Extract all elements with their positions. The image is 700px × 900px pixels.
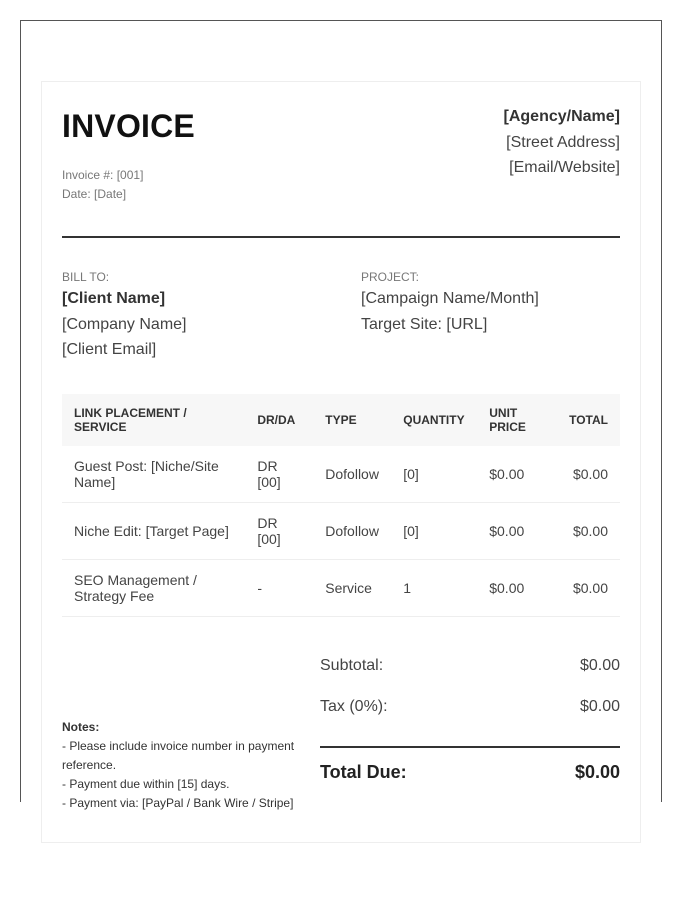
tax-value: $0.00 xyxy=(579,698,620,715)
invoice-date-label: Date: xyxy=(62,187,91,201)
cell-total: $0.00 xyxy=(557,446,620,503)
total-due-value: $0.00 xyxy=(574,762,620,782)
cell-dr-da: DR [00] xyxy=(245,503,313,560)
invoice-sheet xyxy=(41,81,641,843)
cell-dr-da: - xyxy=(245,560,313,617)
invoice-title: INVOICE xyxy=(62,108,195,144)
notes-line: - Payment via: [PayPal / Bank Wire / Stripe] xyxy=(62,796,294,810)
table-row xyxy=(62,560,620,617)
invoice-date-line xyxy=(62,185,143,204)
project-label: PROJECT: xyxy=(361,270,420,284)
tax-row xyxy=(320,697,620,738)
table-header-row xyxy=(62,394,620,446)
line-items-table xyxy=(62,394,620,617)
project-target-site: Target Site: [URL] xyxy=(361,315,488,333)
cell-service: SEO Management / Strategy Fee xyxy=(62,560,245,617)
agency-contact: [Email/Website] xyxy=(509,159,620,176)
header-unit-price: UNIT PRICE xyxy=(477,394,557,446)
project-campaign: [Campaign Name/Month] xyxy=(361,290,539,307)
invoice-date-value: [Date] xyxy=(94,187,127,201)
header-quantity: QUANTITY xyxy=(391,394,477,446)
cell-dr-da: DR [00] xyxy=(245,446,313,503)
subtotal-value: $0.00 xyxy=(579,657,620,674)
total-due-row xyxy=(320,746,620,788)
invoice-number-line xyxy=(62,166,143,185)
client-name: [Client Name] xyxy=(62,290,166,307)
bill-to-block xyxy=(62,270,187,363)
subtotal-row xyxy=(320,656,620,697)
invoice-number-label: Invoice #: xyxy=(62,168,114,182)
table-row xyxy=(62,503,620,560)
client-company: [Company Name] xyxy=(62,315,187,333)
notes-title: Notes: xyxy=(62,720,100,734)
invoice-meta xyxy=(62,166,143,204)
cell-unit-price: $0.00 xyxy=(477,503,557,560)
total-due-label: Total Due: xyxy=(320,762,407,782)
cell-service: Guest Post: [Niche/Site Name] xyxy=(62,446,245,503)
agency-name: [Agency/Name] xyxy=(503,108,620,125)
cell-total: $0.00 xyxy=(557,560,620,617)
notes-block xyxy=(62,718,302,813)
header-divider xyxy=(62,236,620,238)
cell-unit-price: $0.00 xyxy=(477,560,557,617)
cell-unit-price: $0.00 xyxy=(477,446,557,503)
header-service: LINK PLACEMENT / SERVICE xyxy=(62,394,245,446)
notes-line: - Payment due within [15] days. xyxy=(62,777,230,791)
cell-service: Niche Edit: [Target Page] xyxy=(62,503,245,560)
header-type: TYPE xyxy=(313,394,391,446)
totals-block xyxy=(320,656,620,788)
project-block xyxy=(361,270,539,337)
invoice-number-value: [001] xyxy=(116,168,144,182)
cell-type: Service xyxy=(313,560,391,617)
cell-quantity: [0] xyxy=(391,503,477,560)
notes-line: - Please include invoice number in payment reference. xyxy=(62,739,295,772)
cell-type: Dofollow xyxy=(313,446,391,503)
agency-address: [Street Address] xyxy=(506,133,620,151)
subtotal-label: Subtotal: xyxy=(320,657,384,674)
header-total: TOTAL xyxy=(557,394,620,446)
cell-quantity: [0] xyxy=(391,446,477,503)
header-dr-da: DR/DA xyxy=(245,394,313,446)
table-row xyxy=(62,446,620,503)
bill-to-label: BILL TO: xyxy=(62,270,110,284)
cell-type: Dofollow xyxy=(313,503,391,560)
tax-label: Tax (0%): xyxy=(320,698,388,715)
cell-total: $0.00 xyxy=(557,503,620,560)
client-email: [Client Email] xyxy=(62,341,157,358)
cell-quantity: 1 xyxy=(391,560,477,617)
document-frame xyxy=(20,20,662,810)
agency-info xyxy=(504,104,620,181)
